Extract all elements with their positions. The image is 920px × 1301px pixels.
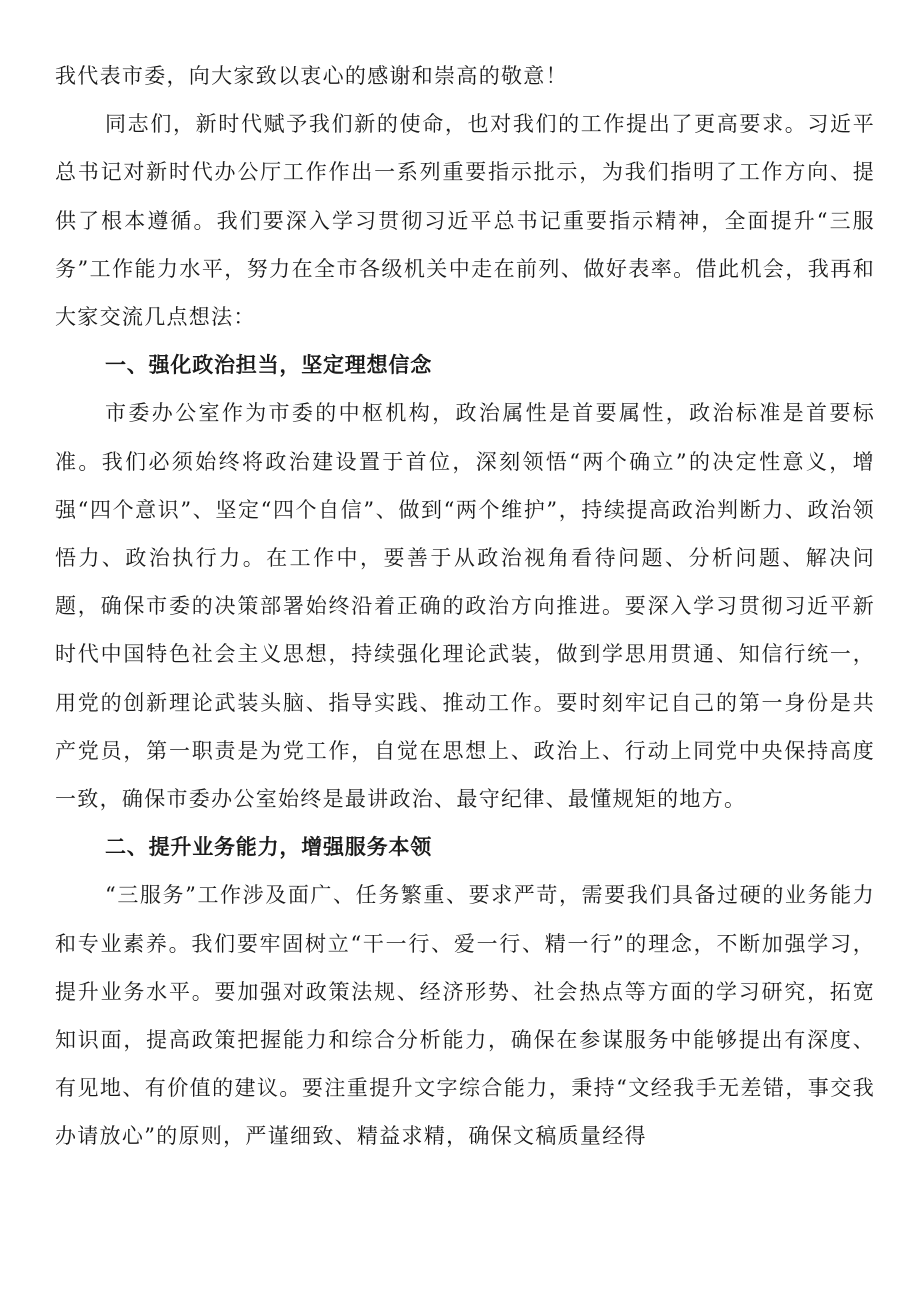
section-heading-business: 二、提升业务能力，增强服务本领: [105, 835, 432, 860]
paragraph-political: 市委办公室作为市委的中枢机构，政治属性是首要属性，政治标准是首要标准。我们必须始终将政治建设置于首位，深刻领悟“两个确立”的决定性意义，增强“四个意识”、坚定“四个自信”、做到“两个维护”，持续提高政治判断力、政治领悟力、政治执行力。在工作中，要善于从政治视角看待问题、分析问题、解决问题，确保市委的决策部署始终沿着正确的政治方向推进。要深入学习贯彻习近平新时代中国特色社会主义思想，持续强化理论武装，做到学思用贯通、知信行统一，用党的创新理论武装头脑、指导实践、推动工作。要时刻牢记自己的第一身份是共产党员，第一职责是为党工作，自觉在思想上、政治上、行动上同党中央保持高度一致，确保市委办公室始终是最讲政治、最守纪律、最懂规矩的地方。: [55, 401, 875, 812]
paragraph-opening-remarks: 同志们，新时代赋予我们新的使命，也对我们的工作提出了更高要求。习近平总书记对新时代办公厅工作作出一系列重要指示批示，为我们指明了工作方向、提供了根本遵循。我们要深入学习贯彻习近平总书记重要指示精神，全面提升“三服务”工作能力水平，努力在全市各级机关中走在前列、做好表率。借此机会，我再和大家交流几点想法：: [55, 112, 875, 330]
paragraph-closing-thanks: 我代表市委，向大家致以衷心的感谢和崇高的敬意！: [55, 64, 568, 88]
document-body: [55, 52, 875, 1161]
paragraph-business: “三服务”工作涉及面广、任务繁重、要求严苛，需要我们具备过硬的业务能力和专业素养。我们要牢固树立“干一行、爱一行、精一行”的理念，不断加强学习，提升业务水平。要加强对政策法规、经济形势、社会热点等方面的学习研究，拓宽知识面，提高政策把握能力和综合分析能力，确保在参谋服务中能够提出有深度、有见地、有价值的建议。要注重提升文字综合能力，秉持“文经我手无差错，事交我办请放心”的原则，严谨细致、精益求精，确保文稿质量经得: [55, 883, 875, 1149]
section-heading-political: 一、强化政治担当，坚定理想信念: [105, 353, 432, 378]
